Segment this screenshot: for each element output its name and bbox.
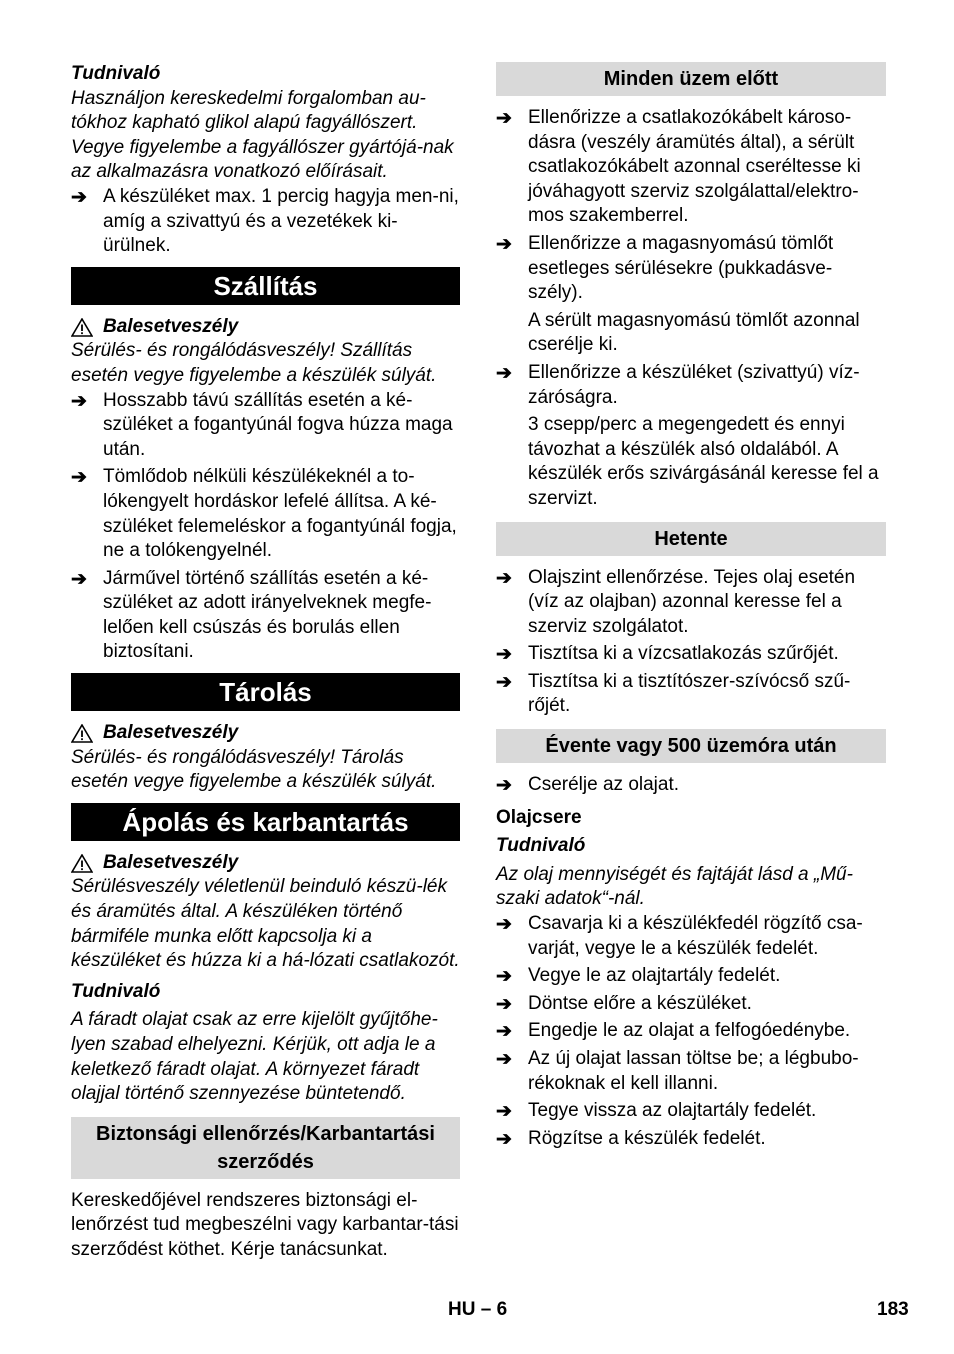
subsection-heading-yearly: Évente vagy 500 üzemóra után	[496, 729, 886, 763]
warning-label: Balesetveszély	[71, 721, 460, 746]
step-text: A készüléket max. 1 percig hagyja men-ni, amíg a szivattyú és a vezetékek ki-ürülnek.	[103, 185, 459, 257]
arrow-icon: ➔	[496, 108, 512, 129]
list-item: ➔ Olajszint ellenőrzése. Tejes olaj esetén (víz az olajban) azonnal keresse fel a szerviz szolgálatot.	[496, 566, 856, 637]
note-text: A fáradt olajat csak az erre kijelölt gyűjtőhe-lyen szabad elhelyezni. Kérjük, ott adja le a keletkező fáradt olajat. A környezet fáradt olajjal történő szennyezése büntetendő.	[71, 1009, 438, 1105]
note-text: Az olaj mennyiségét és fajtáját lásd a „Mű-szaki adatok“-nál.	[496, 863, 853, 910]
page-number: 183	[877, 1299, 909, 1320]
list-item: ➔ Ellenőrizze a készüléket (szivattyú) víz-záróságra.	[496, 361, 860, 408]
arrow-icon: ➔	[496, 644, 512, 666]
section-heading-transport: Szállítás	[71, 267, 460, 305]
section-heading-storage: Tárolás	[71, 673, 460, 711]
list-item: ➔ Engedje le az olajat a felfogóedénybe.	[496, 1019, 886, 1044]
footer-section-label: HU – 6	[448, 1299, 508, 1320]
subsection-heading-before-each: Minden üzem előtt	[496, 62, 886, 96]
list-item: ➔ Tisztítsa ki a vízcsatlakozás szűrőjét.	[496, 642, 886, 667]
arrow-icon: ➔	[71, 568, 87, 590]
list-item: ➔ Cserélje az olajat.	[496, 773, 886, 798]
list-item: ➔ Tömlődob nélküli készülékeknél a to-lókengyelt hordáskor lefelé állítsa. A ké-szüléket felemeléskor a fogantyúnál fogja, ne a tolókengyelnél.	[71, 466, 457, 562]
arrow-icon: ➔	[496, 362, 512, 384]
subsection-heading-contract: Biztonsági ellenőrzés/Karbantartási szerződés	[71, 1117, 460, 1179]
list-item: ➔ Tegye vissza az olajtartály fedelét.	[496, 1099, 886, 1124]
warning-triangle-icon	[71, 318, 93, 337]
warning-label: Balesetveszély	[71, 315, 460, 340]
list-item: ➔ Rögzítse a készülék fedelét.	[496, 1127, 886, 1152]
arrow-icon: ➔	[71, 186, 87, 208]
list-item: ➔ Az új olajat lassan töltse be; a légbubo-rékoknak el kell illanni.	[496, 1048, 859, 1094]
warning-triangle-icon	[71, 854, 93, 873]
list-item: ➔ Csavarja ki a készülékfedél rögzítő csa-varját, vegye le a készülék fedelét.	[496, 913, 863, 959]
section-heading-care: Ápolás és karbantartás	[71, 803, 460, 841]
arrow-icon: ➔	[496, 966, 512, 988]
right-column	[496, 62, 886, 1154]
arrow-icon: ➔	[71, 467, 87, 489]
note-title: Tudnivaló	[71, 63, 161, 84]
list-item: ➔ Hosszabb távú szállítás esetén a ké-szüléket a fogantyúnál fogva húzza maga után.	[71, 389, 453, 460]
list-item: ➔ Döntse előre a készüléket.	[496, 992, 886, 1017]
arrow-icon: ➔	[496, 671, 512, 693]
arrow-icon: ➔	[496, 993, 512, 1015]
arrow-icon: ➔	[496, 1128, 512, 1150]
arrow-icon: ➔	[496, 914, 512, 936]
list-item: ➔ Ellenőrizze a magasnyomású tömlőt esetleges sérülésekre (pukkadásve-szély).	[496, 232, 834, 304]
warning-text: Sérülés- és rongálódásveszély! Szállítás esetén vegye figyelembe a készülék súlyát.	[71, 340, 437, 386]
list-item: ➔ Ellenőrizze a csatlakozókábelt károso-dásra (veszély áramütés által), a sérült csatlakozókábelt azonnal cseréltesse ki jóváhagyott szerviz szolgálattal/elektro-mos szakemberrel.	[496, 107, 861, 227]
arrow-icon: ➔	[496, 1101, 512, 1123]
warning-text: Sérülés- és rongálódásveszély! Tárolás esetén vegye figyelembe a készülék súlyát.	[71, 746, 437, 793]
step-continuation: 3 csepp/perc a megengedett és ennyi távozhat a készülék alsó oldalából. A készülék erős szivárgásánál keresse fel a szervizt.	[528, 414, 879, 509]
warning-triangle-icon	[71, 724, 93, 743]
list-item	[71, 185, 460, 259]
note-text: Használjon kereskedelmi forgalomban au-tókhoz kapható glikol alapú fagyállószert. Vegye figyelembe a fagyállószer gyártójá-nak az alkalmazásra vonatkozó előírásait.	[71, 87, 454, 183]
warning-text: Sérülésveszély véletlenül beinduló készü-lék és áramütés által. A készüléken történő bármiféle munka előtt kapcsolja ki a készüléket és húzza ki a há-lózati csatlakozót.	[71, 876, 460, 972]
arrow-icon: ➔	[71, 390, 87, 412]
subsection-heading-weekly: Hetente	[496, 522, 886, 556]
left-column	[71, 62, 460, 1263]
list-item: ➔ Tisztítsa ki a tisztítószer-szívócső szű-rőjét.	[496, 670, 851, 717]
arrow-icon: ➔	[496, 775, 512, 797]
subheading-oil-change: Olajcsere	[496, 806, 582, 828]
arrow-icon: ➔	[496, 233, 512, 255]
arrow-icon: ➔	[496, 1021, 512, 1043]
note-title: Tudnivaló	[71, 980, 161, 1002]
warning-label: Balesetveszély	[71, 851, 460, 876]
list-item: ➔ Vegye le az olajtartály fedelét.	[496, 964, 886, 989]
note-title: Tudnivaló	[496, 835, 586, 857]
contract-text: Kereskedőjével rendszeres biztonsági el-lenőrzést tud megbeszélni vagy karbantar-tási szerződést köthet. Kérje tanácsunkat.	[71, 1189, 459, 1260]
step-continuation: A sérült magasnyomású tömlőt azonnal cserélje ki.	[528, 309, 860, 356]
list-item: ➔ Járművel történő szállítás esetén a ké-szüléket az adott irányelveknek megfe-lelően kell csúszás és borulás ellen biztosítani.	[71, 567, 432, 663]
arrow-icon: ➔	[496, 567, 512, 589]
arrow-icon: ➔	[496, 1049, 512, 1070]
